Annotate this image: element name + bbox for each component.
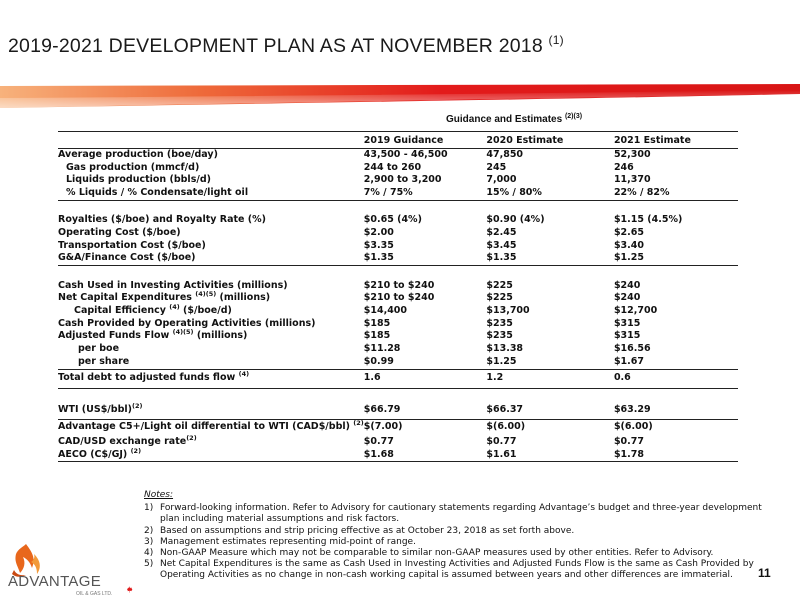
table-row (58, 292, 738, 305)
cell-2020: 47,850 (486, 149, 524, 160)
table-row (58, 305, 738, 318)
cell-2021: $315 (613, 330, 641, 342)
table-row (58, 318, 738, 331)
row-label-text: CAD/USD exchange rate (58, 436, 187, 448)
footnote-ref: (2) (186, 434, 197, 443)
cell-2020: $235 (486, 330, 513, 342)
table-row (58, 369, 738, 388)
row-label-text: AECO (C$/GJ) (58, 448, 131, 460)
footnote-ref: (2) (130, 446, 142, 455)
row-label (58, 292, 364, 305)
footnote-ref: (4) (169, 303, 180, 312)
table-row (58, 330, 738, 343)
flame-icon (12, 544, 40, 577)
cell-2019: 7% / 75% (364, 187, 487, 200)
table-row (58, 280, 738, 293)
cell-2020: $1.25 (486, 356, 614, 369)
footnote-ref: (4)(5) (195, 290, 217, 299)
cell-2019: 244 to 260 (363, 161, 422, 173)
footnote-item (144, 537, 764, 548)
cell-2021: 11,370 (613, 174, 651, 186)
footnote-ref: (4)(5) (172, 328, 194, 337)
decorative-banner (0, 84, 800, 110)
table-row (58, 343, 738, 356)
cell-2019: $14,400 (363, 305, 408, 317)
cell-2020: $(6.00) (486, 421, 526, 433)
row-label: Liquids production (bbls/d) (66, 174, 211, 186)
table-row (58, 240, 738, 253)
footnote-text: Management estimates representing mid-point of range. (160, 536, 416, 547)
cell-2019: $0.99 (364, 356, 487, 369)
header-row (58, 132, 738, 149)
row-label-text: Net Capital Expenditures (58, 292, 196, 304)
row-label (58, 330, 364, 343)
cell-2021: $3.40 (613, 239, 644, 251)
row-label (58, 402, 364, 419)
notes-title: Notes: (144, 490, 174, 500)
footnote-number: 1) (144, 503, 154, 514)
cell-2020: 245 (486, 161, 507, 173)
table-row (58, 174, 738, 187)
cell-2021: $63.29 (614, 402, 738, 419)
column-header-2020: 2020 Estimate (486, 132, 614, 149)
cell-2019: $2.00 (363, 227, 394, 239)
row-label: % Liquids / % Condensate/light oil (58, 187, 364, 200)
footnote-text: Based on assumptions and strip pricing effective as at October 23, 2018 as set forth above. (160, 525, 575, 536)
cell-2019: $66.79 (364, 402, 487, 419)
footnote-number: 4) (144, 548, 154, 559)
cell-2020: $225 (486, 292, 513, 304)
cell-2021: $16.56 (613, 343, 651, 355)
row-label (58, 305, 364, 318)
cell-2019: $0.77 (363, 436, 394, 448)
footnote-text: Forward-looking information. Refer to Advisory for cautionary statements regarding Advantage’s budget and three-year development plan including material assumptions and risk factors. (160, 503, 762, 525)
guidance-group-label: Guidance and Estimates (446, 114, 563, 125)
cell-2021: 246 (613, 161, 634, 173)
table-row (58, 449, 738, 462)
row-label (58, 419, 364, 436)
row-label: per boe (78, 343, 120, 355)
cell-2019: $185 (363, 330, 391, 342)
cell-2020: $0.77 (486, 436, 517, 448)
footnote-item (144, 559, 764, 581)
row-label (58, 369, 364, 388)
row-label-text: WTI (US$/bbl) (58, 403, 132, 415)
cell-2021: 0.6 (614, 369, 738, 388)
guidance-table (58, 131, 738, 462)
cell-2021: $1.25 (614, 252, 738, 265)
cell-2019: $1.68 (364, 449, 487, 462)
cell-2021: $1.15 (4.5%) (613, 214, 683, 226)
row-label-unit: ($/boe/d) (179, 305, 232, 317)
cell-2019: $0.65 (4%) (363, 214, 422, 226)
cell-2020: $225 (486, 279, 513, 291)
cell-2021: $(6.00) (613, 421, 653, 433)
maple-leaf-icon (127, 586, 132, 592)
cell-2020: $3.45 (486, 239, 517, 251)
footnote-item (144, 548, 764, 559)
row-spacer (58, 200, 738, 214)
table-row (58, 419, 738, 436)
footnote-number: 5) (144, 559, 154, 570)
cell-2019: $1.35 (364, 252, 487, 265)
cell-2020: $0.90 (4%) (486, 214, 545, 226)
guidance-group-header (446, 113, 582, 125)
row-label (58, 436, 364, 449)
row-label: per share (58, 356, 364, 369)
cell-2019: $210 to $240 (363, 292, 435, 304)
cell-2020: 1.2 (486, 369, 614, 388)
table-row (58, 187, 738, 200)
row-label-text: Advantage C5+/Light oil differential to WTI (CAD$/bbl) (58, 421, 354, 433)
table-row (58, 214, 738, 227)
cell-2021: 22% / 82% (614, 187, 738, 200)
row-label: Cash Provided by Operating Activities (millions) (58, 317, 316, 329)
footnote-ref: (4) (238, 370, 250, 379)
row-label: G&A/Finance Cost ($/boe) (58, 252, 364, 265)
table-row (58, 227, 738, 240)
cell-2019: $(7.00) (363, 421, 403, 433)
column-header-label (58, 132, 364, 149)
row-label: Average production (boe/day) (58, 149, 218, 160)
cell-2021: $1.78 (614, 449, 738, 462)
slide-title (8, 33, 564, 58)
cell-2019: 43,500 - 46,500 (363, 149, 448, 160)
logo-subtitle: OIL & GAS LTD. (76, 591, 113, 596)
cell-2019: $3.35 (363, 239, 394, 251)
cell-2021: $2.65 (613, 227, 644, 239)
cell-2020: $1.35 (486, 252, 614, 265)
cell-2021: $240 (613, 292, 641, 304)
footnote-item (144, 526, 764, 537)
row-label: Gas production (mmcf/d) (66, 161, 200, 173)
row-spacer (58, 266, 738, 280)
column-header-2021: 2021 Estimate (614, 132, 738, 149)
cell-2020: $13,700 (486, 305, 530, 317)
table-row (58, 162, 738, 175)
cell-2021: $1.67 (614, 356, 738, 369)
footnote-item (144, 503, 764, 525)
cell-2020: $1.61 (486, 449, 614, 462)
cell-2019: 2,900 to 3,200 (363, 174, 442, 186)
cell-2019: 1.6 (364, 369, 487, 388)
cell-2020: $2.45 (486, 227, 517, 239)
cell-2021: $240 (613, 279, 641, 291)
cell-2021: $315 (613, 317, 641, 329)
table-row (58, 252, 738, 265)
table-row (58, 402, 738, 419)
row-label-text: Capital Efficiency (74, 305, 170, 317)
cell-2020: 7,000 (486, 174, 517, 186)
footnote-text: Net Capital Expenditures is the same as Cash Used in Investing Activities and Adjusted Funds Flow is the same as Cash Provided by Operating Activities as no change in non-cash working capital is assumed between years and other differences are immaterial. (160, 559, 754, 581)
row-label: Transportation Cost ($/boe) (58, 239, 206, 251)
row-label: Royalties ($/boe) and Royalty Rate (%) (58, 214, 266, 226)
cell-2020: $66.37 (486, 402, 614, 419)
guidance-group-ref: (2)(3) (564, 113, 583, 120)
cell-2019: $185 (363, 317, 391, 329)
cell-2021: $12,700 (613, 305, 658, 317)
row-label-text: Total debt to adjusted funds flow (58, 372, 239, 384)
cell-2019: $210 to $240 (363, 279, 435, 291)
row-label-text: Adjusted Funds Flow (58, 330, 173, 342)
cell-2020: $235 (486, 317, 513, 329)
row-label: Operating Cost ($/boe) (58, 227, 181, 239)
table-row (58, 149, 738, 162)
footnote-ref: (2) (131, 401, 143, 410)
slide-title-footnote-ref: (1) (548, 33, 564, 47)
logo-wordmark: ADVANTAGE (8, 573, 101, 590)
cell-2020: $13.38 (486, 343, 524, 355)
row-label: Cash Used in Investing Activities (millions) (58, 279, 288, 291)
table-row (58, 436, 738, 449)
footnote-number: 3) (144, 536, 154, 547)
footnotes (144, 490, 764, 582)
footnote-text: Non-GAAP Measure which may not be comparable to similar non-GAAP measures used by other entities. Refer to Advisory. (160, 548, 714, 559)
cell-2021: 52,300 (613, 149, 651, 160)
cell-2020: 15% / 80% (486, 187, 614, 200)
row-label (58, 446, 364, 462)
row-label-unit: (millions) (193, 330, 248, 342)
cell-2019: $11.28 (363, 343, 401, 355)
company-logo (6, 540, 146, 596)
table-row (58, 356, 738, 369)
footnote-ref: (2) (353, 419, 364, 428)
cell-2021: $0.77 (613, 436, 644, 448)
slide-title-text: 2019-2021 DEVELOPMENT PLAN AS AT NOVEMBER 2018 (8, 35, 543, 57)
page-number: 11 (758, 566, 771, 580)
footnote-number: 2) (144, 525, 154, 536)
row-label-unit: (millions) (216, 292, 271, 304)
row-spacer (58, 388, 738, 402)
column-header-2019: 2019 Guidance (364, 132, 487, 149)
